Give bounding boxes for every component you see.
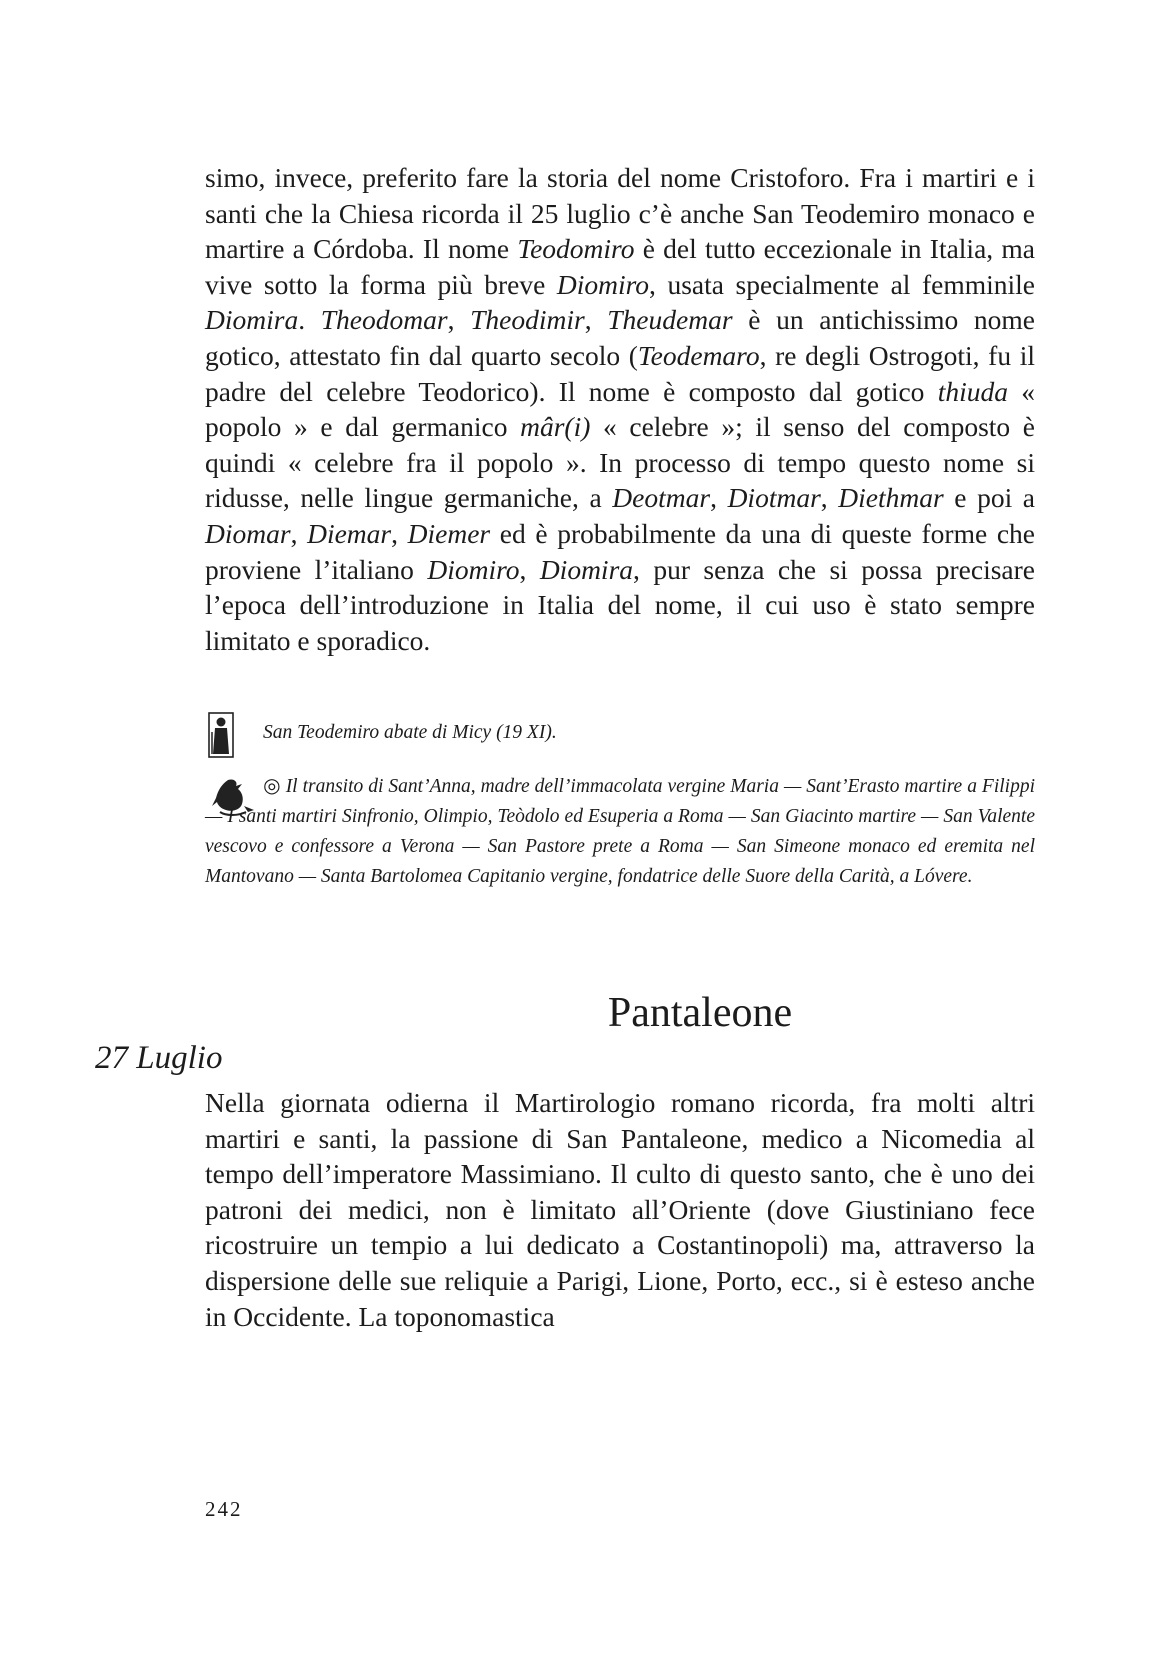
martyrology-note bbox=[205, 771, 1035, 892]
italic-name: Diomiro bbox=[556, 268, 650, 300]
date-label: 27 Luglio bbox=[95, 1040, 223, 1076]
italic-name: Diomira bbox=[205, 304, 299, 336]
page-number: 242 bbox=[205, 1497, 243, 1521]
text-run: , bbox=[820, 482, 839, 514]
text-run: , pur senza che si possa precisare l’epoca dell’introduzione in Italia del nome, il cui uso è stato sempre limitato e sporadico. bbox=[205, 553, 1035, 656]
italic-name: Teodomiro bbox=[517, 233, 635, 265]
text-run: , bbox=[584, 304, 608, 336]
martyrology-note-text: Il transito di Sant’Anna, madre dell’immacolata vergine Maria — Sant’Erasto martire a Filippi — I santi martiri Sinfronio, Olimpio, Teòdolo ed Esuperia a Roma — San Giacinto martire — San Valente vescovo e confessore a Verona — San Pastore prete a Roma — San Simeone monaco ed eremita nel Mantovano — Santa Bartolomea Capitanio vergine, fondatrice delle Suore della Carità, a Lóvere. bbox=[205, 776, 1036, 887]
text-run: è un antichissimo nome gotico, attestato fin dal quarto secolo ( bbox=[205, 304, 1036, 371]
text-run: , re degli Ostrogoti, fu il padre del celebre Teodorico). Il nome è composto dal gotico bbox=[205, 339, 1035, 407]
text-run: « celebre »; il senso del composto è quindi « celebre fra il popolo ». In processo di tempo questo nome si ridusse, nelle lingue germaniche, a bbox=[205, 411, 1035, 514]
italic-name: Theodimir bbox=[470, 304, 585, 336]
text-run: , bbox=[391, 517, 408, 549]
text-run: , bbox=[710, 482, 728, 514]
paragraph-teodemiro bbox=[205, 160, 1035, 658]
text-run: è del tutto eccezionale in Italia, ma vive sotto la forma più breve bbox=[205, 233, 1035, 300]
paragraph-pantaleone bbox=[205, 1085, 1035, 1334]
paragraph-teodemiro-text bbox=[205, 160, 1035, 658]
text-run: , bbox=[290, 517, 308, 549]
italic-name: Diotmar bbox=[727, 482, 821, 514]
italic-name: Diemer bbox=[407, 517, 491, 549]
italic-name: Diomiro bbox=[427, 553, 520, 585]
text-run: ed è probabilmente da una di queste forme che proviene l’italiano bbox=[205, 517, 1035, 585]
italic-name: Theodomar bbox=[320, 304, 448, 336]
italic-name: Theudemar bbox=[607, 304, 733, 336]
text-run: , bbox=[447, 304, 471, 336]
italic-name: Diethmar bbox=[838, 482, 944, 514]
italic-name: thiuda bbox=[937, 375, 1008, 407]
text-run: . bbox=[298, 304, 321, 336]
italic-name: mâr(i) bbox=[520, 411, 591, 443]
circle-mark-icon: ◎ bbox=[263, 775, 281, 797]
text-run: simo, invece, preferito fare la storia del nome Cristoforo. Fra i martiri e i santi che la Chiesa ricorda il 25 luglio c’è anche San Teodemiro monaco e martire a Córdoba. Il nome bbox=[205, 162, 1035, 265]
italic-name: Diomira bbox=[539, 553, 634, 585]
text-run: « popolo » e dal germanico bbox=[205, 375, 1035, 443]
feast-note-teodemiro: San Teodemiro abate di Micy (19 XI). bbox=[263, 722, 557, 743]
italic-name: Deotmar bbox=[612, 482, 711, 514]
text-run: e poi a bbox=[943, 482, 1036, 514]
text-run: , bbox=[519, 553, 540, 585]
italic-name: Diomar bbox=[205, 517, 291, 549]
section-heading-pantaleone: Pantaleone bbox=[607, 990, 793, 1036]
italic-name: Diemar bbox=[307, 517, 392, 549]
paragraph-pantaleone-text: Nella giornata odierna il Martirologio romano ricorda, fra molti altri martiri e santi, la passione di San Pantaleone, medico a Nicomedia al tempo dell’imperatore Massimiano. Il culto di questo santo, che è uno dei patroni dei medici, non è limitato all’Oriente (dove Giustiniano fece ricostruire un tempio a lui dedicato a Costantinopoli) ma, attraverso la dispersione delle sue reliquie a Parigi, Lione, Porto, ecc., si è esteso anche in Occidente. La toponomastica bbox=[205, 1087, 1035, 1332]
text-run: , usata specialmente al femminile bbox=[649, 268, 1035, 300]
italic-name: Teodemaro bbox=[637, 339, 760, 371]
